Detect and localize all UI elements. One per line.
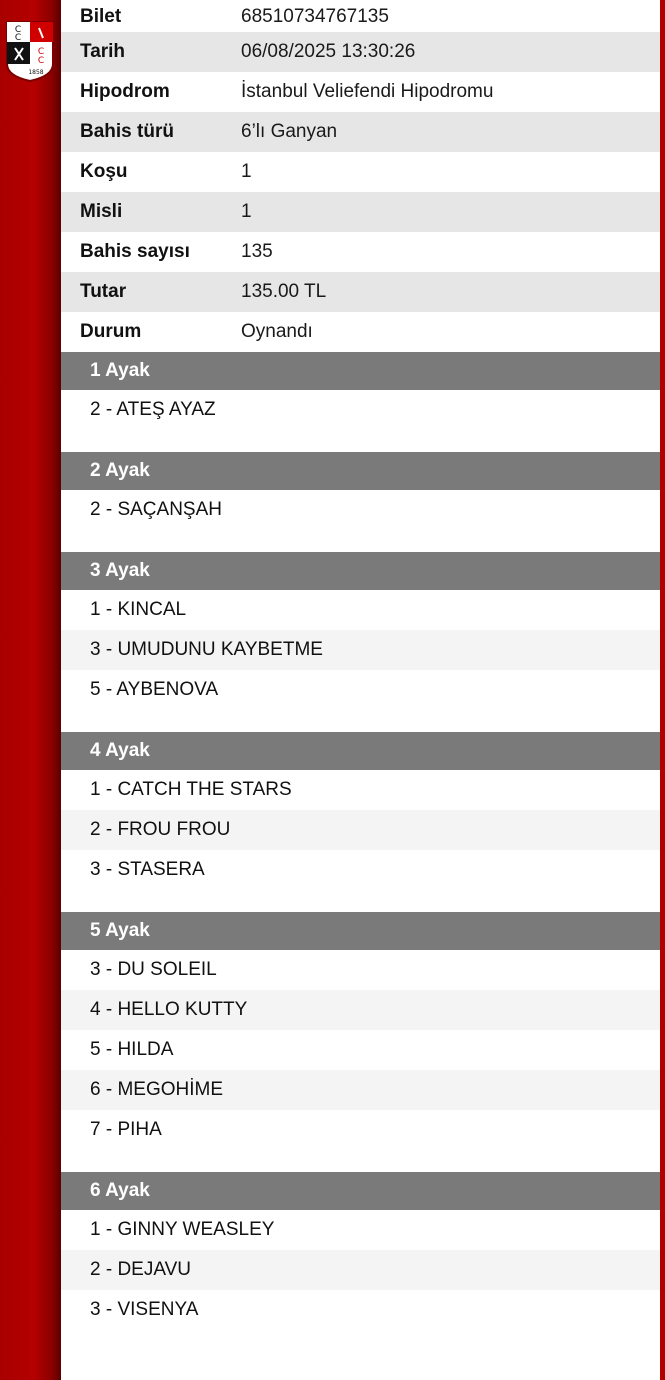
leg-header: 1 Ayak [61, 352, 660, 390]
info-value: 135 [241, 241, 273, 262]
leg-header: 5 Ayak [61, 912, 660, 950]
horse-selection: 3 - UMUDUNU KAYBETME [61, 630, 660, 670]
ticket-detail [61, 0, 660, 1352]
info-label: Hipodrom [80, 81, 170, 102]
info-label: Bilet [80, 6, 122, 27]
info-label: Tarih [80, 41, 126, 62]
ticket-info-row [61, 312, 660, 352]
horse-selection: 1 - KINCAL [90, 599, 187, 620]
info-label: Tutar [80, 281, 127, 302]
leg-header: 4 Ayak [61, 732, 660, 770]
info-label: Bahis türü [80, 121, 174, 142]
ticket-info-row [61, 152, 660, 192]
horse-selection: 6 - MEGOHİME [61, 1070, 660, 1110]
horse-selection: 1 - CATCH THE STARS [90, 779, 292, 800]
horse-selection: 2 - FROU FROU [61, 810, 660, 850]
horse-selection: 3 - VISENYA [90, 1299, 199, 1320]
leg-spacer [61, 430, 660, 452]
legs-list [61, 352, 660, 1352]
info-value: 6’lı Ganyan [241, 121, 338, 142]
leg-header: 3 Ayak [61, 552, 660, 590]
horse-selection: 2 - ATEŞ AYAZ [90, 399, 216, 420]
horse-selection: 1 - GINNY WEASLEY [90, 1219, 275, 1240]
leg-header: 6 Ayak [61, 1172, 660, 1210]
leg-spacer [61, 1330, 660, 1352]
horse-selection: 5 - AYBENOVA [90, 679, 219, 700]
info-value: Oynandı [241, 321, 313, 342]
horse-selection: 3 - DU SOLEIL [90, 959, 217, 980]
info-label: Bahis sayısı [80, 241, 190, 262]
svg-text:C: C [14, 33, 22, 43]
leg-spacer [61, 890, 660, 912]
info-value: İstanbul Veliefendi Hipodromu [241, 81, 494, 102]
leg-spacer [61, 710, 660, 732]
svg-text:C: C [37, 47, 45, 57]
leg-spacer [61, 530, 660, 552]
horse-selection: 5 - HILDA [90, 1039, 174, 1060]
horse-selection: 4 - HELLO KUTTY [61, 990, 660, 1030]
horse-selection: 2 - DEJAVU [61, 1250, 660, 1290]
info-value: 135.00 TL [241, 281, 327, 302]
info-label: Durum [80, 321, 142, 342]
ticket-info-row [61, 112, 660, 152]
info-label: Misli [80, 201, 123, 222]
ticket-info-row [61, 272, 660, 312]
svg-text:C: C [14, 25, 22, 35]
ticket-info-row [61, 72, 660, 112]
info-value: 68510734767135 [241, 6, 389, 27]
ticket-info-table [61, 0, 660, 352]
svg-text:C: C [37, 56, 45, 66]
leg-spacer [61, 1150, 660, 1172]
ticket-info-row [61, 232, 660, 272]
ticket-info-row [61, 192, 660, 232]
ticket-info-row [61, 32, 660, 72]
leg-header: 2 Ayak [61, 452, 660, 490]
ticket-info-row [61, 0, 660, 32]
info-value: 1 [241, 161, 252, 182]
info-value: 1 [241, 201, 252, 222]
logo-year: 1858 [28, 69, 44, 76]
horse-selection: 2 - SAÇANŞAH [90, 499, 222, 520]
info-value: 06/08/2025 13:30:26 [241, 41, 416, 62]
horse-selection: 3 - STASERA [90, 859, 205, 880]
horse-selection: 7 - PIHA [90, 1119, 162, 1140]
info-label: Koşu [80, 161, 128, 182]
sidebar [0, 0, 61, 1380]
club-crest-icon[interactable] [5, 20, 55, 82]
right-edge-bar [660, 0, 665, 1380]
